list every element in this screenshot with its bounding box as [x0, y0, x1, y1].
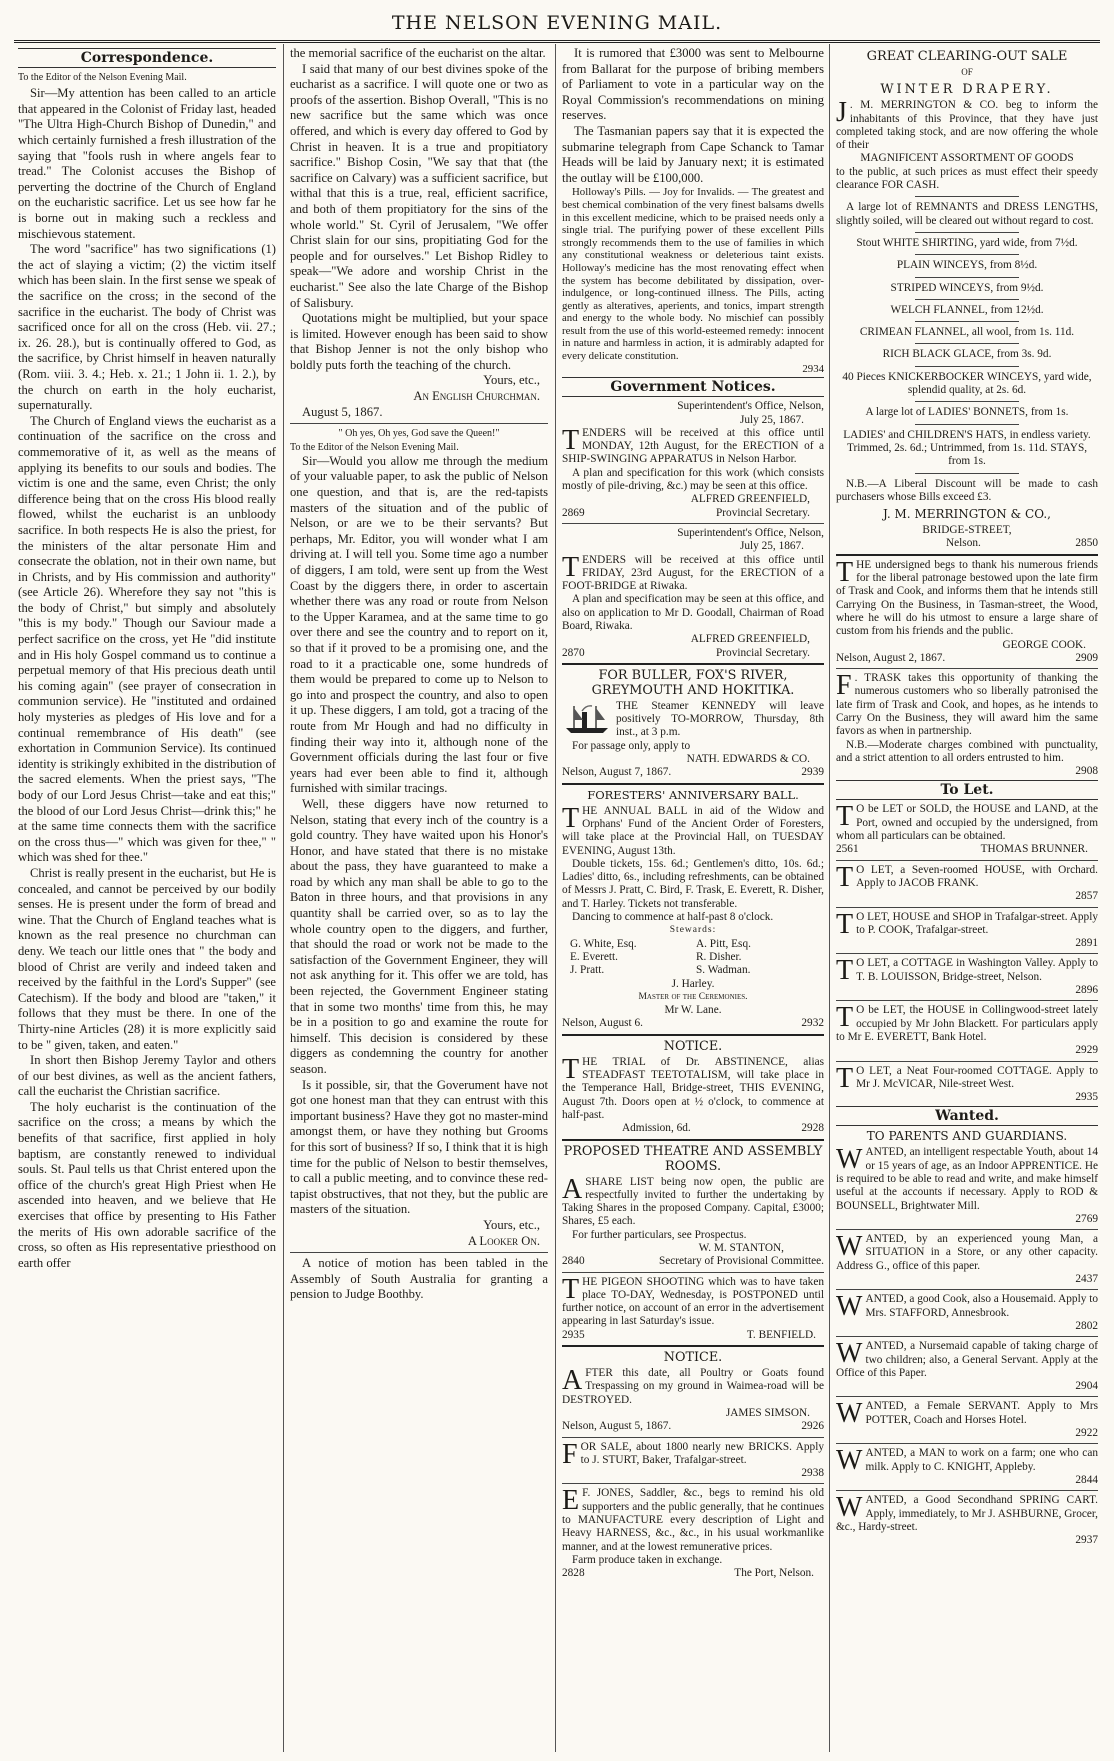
- ball-text: HE ANNUAL BALL in aid of the Widow and Orphans' Fund of the Ancient Order of Foresters, will take place at the Provincial Hall, on TUESDAY EVENING, August 13th.: [562, 804, 824, 857]
- cook-text: HE undersigned begs to thank his numerous friends for the liberal patronage bestowed upon the late firm of Trask and Cook, and informs them that he intends still Carrying On the Business, in Tasman-street, the Wood, where he will do his utmost to ensure a large share of custom from his friends and the public.: [836, 558, 1098, 638]
- notice-text: HE TRIAL of Dr. ABSTINENCE, alias STEADFAST TEETOTALISM, will take place in the Temperance Hall, Bridge-street, THIS EVENING, August 7th. Doors open at ½ o'clock, to commence at half-past.: [562, 1055, 824, 1121]
- divider: [836, 1443, 1098, 1444]
- steamer-text: THE Steamer KENNEDY will leave positively TO-MORROW, Thursday, 8th inst., at 3 p.m.: [616, 699, 824, 739]
- steward-name: G. White, Esq.: [570, 937, 637, 950]
- letter-paragraph: In short then Bishop Jeremy Taylor and others of our best divines, as well as the ancient fathers, call the eucharist the Christian sacrifice.: [18, 1053, 276, 1099]
- drop-cap: W: [836, 1398, 863, 1430]
- ball-dance: Dancing to commence at half-past 8 o'clock.: [572, 911, 774, 924]
- sale-item: Stout WHITE SHIRTING, yard wide, from 7½d.: [856, 236, 1078, 249]
- sale-item: N.B.—A Liberal Discount will be made to cash purchasers whose Bills exceed £3.: [836, 477, 1098, 503]
- steward-name: R. Disher.: [696, 950, 742, 963]
- wanted-text: ANTED, a Good Secondhand SPRING CART. Apply, immediately, to Mr J. ASHBURNE, Grocer, &c., Hardy-street.: [836, 1494, 1098, 1533]
- sale-item: LADIES' and CHILDREN'S HATS, in endless variety. Trimmed, 2s. 6d.; Untrimmed, from 1s. 11d. STAYS, from 1s.: [843, 428, 1091, 468]
- drop-cap: T: [836, 556, 854, 588]
- trask-text: N.B.—Moderate charges combined with punctuality, and a strict attention to all orders entrusted to him.: [836, 738, 1098, 764]
- signatory-title: Provincial Secretary.: [716, 506, 810, 519]
- drop-cap: F: [836, 670, 852, 702]
- masthead: THE NELSON EVENING MAIL.: [391, 12, 723, 34]
- sale-street: BRIDGE-STREET,: [922, 524, 1012, 537]
- steamer-agent: NATH. EDWARDS & CO.: [686, 753, 810, 766]
- news-item: The Tasmanian papers say that it is expected the submarine telegraph from Cape Schanck to Tamar Heads will be laid by January next; it is estimated the outlay will be £100,000.: [562, 123, 824, 185]
- notice-text: ENDERS will be received at this office until FRIDAY, 23rd August, for the ERECTION of a FOOT-BRIDGE at Riwaka.: [562, 553, 824, 593]
- divider: [836, 953, 1098, 954]
- advert-number: 2908: [1075, 765, 1098, 778]
- sale-magnificent: MAGNIFICENT ASSORTMENT OF GOODS: [860, 152, 1074, 165]
- drop-cap: T: [562, 551, 580, 583]
- notice-text: ENDERS will be received at this office until MONDAY, 12th August, for the ERECTION of a SHIP-SWINGING APPARATUS in Nelson Harbor.: [562, 426, 824, 466]
- letter-closing: Yours, etc.,: [483, 373, 540, 388]
- office-line: Superintendent's Office, Nelson,: [677, 526, 824, 539]
- to-editor-line: To the Editor of the Nelson Evening Mail.: [290, 441, 459, 453]
- ball-text: Double tickets, 15s. 6d.; Gentlemen's ditto, 10s. 6d.; Ladies' ditto, 6s., including refreshments, can be obtained of Messrs J. Pratt, C. Bird, F. Trask, E. Everett, R. Disher, and T. Harley. Tickets not transferable.: [562, 857, 824, 910]
- admission-price: Admission, 6d.: [622, 1122, 691, 1135]
- notice-date: Nelson, August 6.: [562, 1017, 643, 1030]
- notice-heading: NOTICE.: [663, 1350, 723, 1366]
- notice-date: Nelson, August 7, 1867.: [562, 766, 672, 779]
- to-let-text: O LET, a Seven-roomed HOUSE, with Orchard. Apply to JACOB FRANK.: [856, 863, 1098, 889]
- divider: [915, 321, 1020, 322]
- letter-paragraph: I said that many of our best divines spoke of the eucharist as a sacrifice. I will quote one or two as proofs of the assertion. Bishop Overall, "This is no new sacrifice but the same which was once offered, and which is every day offered to God by Christ in heaven. It is a true and propitiatory sacrifice." Bishop Cosin, "We say that that (the sacrifice on Calvary) was a sufficient sacrifice, but withal that this is a true, real, efficient sacrifice, and both of them propitiatory for the sins of the whole world." St. Cyril of Jerusalem, "We offer Christ slain for our sins, propitiating God for the people and for ourselves." Let Bishop Ridley to speak—"We adore and worship Christ in the eucharist." See also the late Charge of the Bishop of Salisbury.: [290, 61, 548, 310]
- letter-date: August 5, 1867.: [302, 404, 383, 419]
- sale-item: WELCH FLANNEL, from 12½d.: [890, 303, 1044, 316]
- advert-number: 2891: [1075, 937, 1098, 950]
- wanted-text: ANTED, by an experienced young Man, a SITUATION in a Store, or any other capacity. Address G., office of this paper.: [836, 1233, 1098, 1272]
- column-divider: [283, 44, 284, 1752]
- notice-text: A plan and specification for this work (which consists mostly of pile-driving, &c.) may be seen at this office.: [562, 466, 824, 493]
- wanted-text: ANTED, a MAN to work on a farm; one who can milk. Apply to C. KNIGHT, Appleby.: [865, 1447, 1098, 1473]
- drop-cap: T: [836, 908, 854, 940]
- letter-paragraph: The word "sacrifice" has two significations (1) the act of slaying a victim; (2) the victim itself which has been slain. In the first sense we speak of the sacrifice on the cross; in the second of the sacrifice in the eucharist. The body of Christ was sacrificed once for all on the cross (Heb. vii. 27.; ix. 26. 28.), but is continually offered to God, as the sacrifice, by Christ himself in heaven naturally (Rom. viii. 3. 4.; Heb. x. 21.; 1 John ii. 1. 2.), by the church on earth in the holy eucharist, supernaturally.: [18, 242, 276, 413]
- divider: [562, 1483, 824, 1484]
- sale-item: CRIMEAN FLANNEL, all wool, from 1s. 11d.: [859, 326, 1075, 339]
- letter-paragraph: the memorial sacrifice of the eucharist on the altar.: [290, 46, 546, 60]
- sale-item: RICH BLACK GLACE, from 3s. 9d.: [882, 348, 1052, 361]
- divider: [836, 1289, 1098, 1290]
- steward-name: E. Everett.: [570, 950, 618, 963]
- correspondence-heading: Correspondence.: [18, 48, 276, 68]
- sale-item: 40 Pieces KNICKERBOCKER WINCEYS, yard wide, splendid quality, at 2s. 6d.: [842, 370, 1092, 397]
- letter-paragraph: The holy eucharist is the continuation of the sacrifice on the cross; a means by which the benefits of that sacrifice, first applied in holy baptism, are constantly renewed to individual souls. St. Paul tells us that Christ entered upon the office of the church's great High Priest when He ascended into heaven, and we believe that He exercises that office by presenting to His Father the merits of His own adorable sacrifice of the cross, so often as His representative priesthood on earth offer: [18, 1099, 276, 1270]
- divider: [915, 196, 1020, 197]
- advert-number: 2934: [802, 362, 824, 375]
- notice-date: July 25, 1867.: [739, 413, 804, 426]
- sale-town: Nelson.: [946, 537, 981, 550]
- drop-cap: A: [562, 1365, 583, 1397]
- to-let-text: O LET, a Neat Four-roomed COTTAGE. Apply to Mr J. McVICAR, Nile-street West.: [856, 1064, 1098, 1090]
- to-editor-line: To the Editor of the Nelson Evening Mail.: [18, 72, 187, 83]
- divider: [562, 663, 824, 665]
- letter-signature: A Looker On.: [467, 1233, 540, 1248]
- letter-paragraph: Christ is really present in the eucharist, but He is concealed, and cannot be perceived by our bodily senses. He is present under the form of bread and wine. That the Church of England teaches what is known as the real presence no churchman can deny. We teach our little ones that " the body and blood of Christ are verily and indeed taken and received by the faithful in the Lord's Supper" (see Catechism). If the body and blood are "taken," it follows that they must be there. In one of the Thirty-nine Articles (28) it is more explicitly said to be " given, taken, and eaten.": [18, 865, 276, 1052]
- jones-text: F. JONES, Saddler, &c., begs to remind his old supporters and the public generally, that he continues to MANUFACTURE every description of Light and Heavy HARNESS, &c., &c., in his usual workmanlike manner, and at the lowest remunerative prices.: [562, 1487, 824, 1553]
- column-1: [18, 46, 276, 1746]
- wanted-heading: Wanted.: [836, 1106, 1098, 1126]
- steward-name: A. Pitt, Esq.: [696, 937, 751, 950]
- to-let-text: O be LET, the HOUSE in Collingwood-street lately occupied by Mr John Blackett. For particulars apply to Mr E. EVERETT, Bank Hotel.: [836, 1004, 1098, 1043]
- signatory-title: Provincial Secretary.: [716, 646, 810, 659]
- drop-cap: T: [562, 802, 580, 834]
- sale-firm: J. M. MERRINGTON & CO.,: [883, 507, 1051, 522]
- steward-name: J. Pratt.: [570, 964, 605, 977]
- sale-item: STRIPED WINCEYS, from 9½d.: [890, 281, 1044, 294]
- column-3: [562, 46, 824, 1746]
- divider: [915, 343, 1020, 344]
- advert-number: 2561: [836, 843, 859, 856]
- column-divider: [829, 44, 830, 1752]
- letter-paragraph: Sir—My attention has been called to an article that appeared in the Colonist of Friday last, headed "The Ultra High-Church Bishop of Dunedin," and which certainly furnished a fresh illustration of the saying that "fools rush in where angels fear to tread." The Colonist accuses the Bishop of perverting the doctrine of the Church of England on the eucharistic sacrifice. Let us see how far he is borne out in making such a reckless and mischievous statement.: [18, 86, 276, 241]
- news-item: A notice of motion has been tabled in the Assembly of South Australia for granting a pension to Judge Boothby.: [290, 1256, 548, 1302]
- drop-cap: E: [562, 1485, 580, 1517]
- sale-heading: GREAT CLEARING-OUT SALE: [866, 49, 1068, 64]
- sale-text: to the public, at such prices as must effect their speedy clearance FOR CASH.: [836, 165, 1098, 192]
- drop-cap: W: [836, 1492, 863, 1524]
- letter-paragraph: The Church of England views the eucharist as a continuation of the sacrifice on the cross and commemorative of it, as well as the means of applying its benefits to our souls and bodies. The victim is one and the same, even Christ; the only difference being that on the cross His blood really flowed, whilst the eucharist is an unbloody sacrifice. In both respects He is also the priest, for the ministers of the altar personate Him and consecrate the oblation, not in their own name, but in Christs, and by His commission and authority" (see Article 26). Wherefore they say not "this is the body of Christ," but simply and absolutely "this is my body." Though our Saviour made a perfect sacrifice on the cross, yet He "did institute and in His holy Gospel command us to continue a perpetual memory of that His precious death until his coming again" (see prayer of consecration in communion service). He "instituted and ordained holy mysteries as pledges of His love and for a continual remembrance of His death" (see exhortation in Communion Service). Its continued identity is strikingly exhibited in the distribution of the sacred elements. When the priest says, "The body of our Lord Jesus Christ—take and eat this;" the blood of our Lord Jesus Christ—drink this;" he at the same time connects them with the sacrifice on the cross thus—" which was given for thee," " which was shed for thee.": [18, 413, 276, 865]
- government-notices-heading: Government Notices.: [562, 377, 824, 397]
- advert-number: 2928: [801, 1122, 824, 1135]
- advert-number: 2938: [801, 1467, 824, 1480]
- advert-number: 2935: [1075, 1091, 1098, 1104]
- letter-paragraph: Well, these diggers have now returned to Nelson, stating that every inch of the country is a gold country. They have waited upon his Honor's Honor, and have stated that there is no mistake about the pass, they have guaranteed to make a road by which any man shall be able to go to the Baton in three hours, and that provisions in any quantity shall be carried over, so as to lay the whole country open to the diggers, and further, that should the road or work not be made to the satisfaction of the Government Engineer, they will not ask anything for it. This offer we are told, has been rejected, the Government Engineer stating that in some two months' time from this, he may be in a position to go and examine the route for himself. This decision is considered by these diggers as condemning the country for another season.: [290, 796, 548, 1076]
- stewards-label: Stewards:: [669, 925, 717, 936]
- divider: [836, 1229, 1098, 1230]
- sale-of: OF: [961, 67, 973, 77]
- theatre-text: SHARE LIST being now open, the public are respectfully invited to further the undertaking by Taking Shares in the proposed Company. Capital, £3000; Shares, £5 each.: [562, 1175, 824, 1228]
- notice-date: Nelson, August 2, 1867.: [836, 651, 946, 664]
- jones-address: The Port, Nelson.: [734, 1567, 814, 1580]
- drop-cap: A: [562, 1173, 583, 1205]
- drop-cap: T: [836, 1062, 854, 1094]
- divider: [836, 554, 1098, 556]
- steward-name: S. Wadman.: [696, 964, 751, 977]
- divider: [562, 1272, 824, 1273]
- divider: [562, 1345, 824, 1347]
- drop-cap: T: [836, 1002, 854, 1034]
- advert-number: 2857: [1075, 890, 1098, 903]
- signatory-name: JAMES SIMSON.: [725, 1406, 810, 1419]
- advert-number: 2844: [1075, 1473, 1098, 1486]
- signatory-name: GEORGE COOK.: [1002, 638, 1086, 651]
- drop-cap: T: [562, 1053, 580, 1085]
- sale-remnants: A large lot of REMNANTS and DRESS LENGTHS, slightly soiled, will be cleared out without regard to cost.: [836, 201, 1098, 227]
- advert-number: 2437: [1075, 1273, 1098, 1286]
- advert-number: 2935: [562, 1328, 585, 1341]
- divider: [836, 1396, 1098, 1397]
- to-let-text: O be LET or SOLD, the HOUSE and LAND, at the Port, owned and occupied by the undersigned, from whom all particulars can be obtained.: [836, 803, 1098, 843]
- master-label: Master of the Ceremonies.: [638, 991, 748, 1002]
- news-item: It is rumored that £3000 was sent to Melbourne from Ballarat for the purpose of bribing members of Parliament to vote in a particular way on the Royal Commission's recommendations on mining reserves.: [562, 46, 824, 123]
- divider: [915, 473, 1020, 474]
- advert-number: 2896: [1075, 984, 1098, 997]
- letter-motto: " Oh yes, Oh yes, God save the Queen!": [338, 428, 500, 440]
- divider: [562, 1034, 824, 1036]
- sale-item: PLAIN WINCEYS, from 8½d.: [896, 259, 1038, 272]
- letter-signature: An English Churchman.: [413, 389, 540, 404]
- divider: [562, 1139, 824, 1141]
- notice-date: July 25, 1867.: [739, 540, 804, 553]
- advert-number: 2937: [1075, 1534, 1098, 1547]
- sale-subheading: WINTER DRAPERY.: [880, 82, 1054, 98]
- divider: [562, 1437, 824, 1438]
- signatory-name: W. M. STANTON,: [698, 1241, 784, 1254]
- notice-text: A plan and specification may be seen at this office, and also on application to Mr D. Goodall, Chairman of Road Board, Riwaka.: [562, 593, 824, 632]
- signatory-name: ALFRED GREENFIELD,: [690, 493, 810, 506]
- signatory-name: ALFRED GREENFIELD,: [690, 633, 810, 646]
- steamer-apply: For passage only, apply to: [572, 739, 691, 752]
- advert-number: 2840: [562, 1255, 585, 1268]
- drop-cap: W: [836, 1144, 863, 1176]
- pigeon-text: HE PIGEON SHOOTING which was to have taken place TO-DAY, Wednesday, is POSTPONED until further notice, on account of an error in the advertisement appearing in last Saturday's issue.: [562, 1275, 824, 1328]
- divider: [836, 860, 1098, 861]
- wanted-text: ANTED, a good Cook, also a Housemaid. Apply to Mrs. STAFFORD, Annesbrook.: [865, 1293, 1098, 1319]
- advert-number: 2850: [1075, 537, 1098, 550]
- drop-cap: J: [836, 97, 847, 129]
- divider: [915, 401, 1020, 402]
- column-4: [836, 46, 1098, 1746]
- notice-date: Nelson, August 5, 1867.: [562, 1420, 672, 1433]
- sale-text: . M. MERRINGTON & CO. beg to inform the inhabitants of this Province, that they have just completed taking stock, and are now offering the whole of their: [836, 99, 1098, 152]
- notice-heading: NOTICE.: [663, 1038, 723, 1054]
- wanted-text: ANTED, a Female SERVANT. Apply to Mrs POTTER, Coach and Horses Hotel.: [865, 1400, 1098, 1426]
- bricks-text: OR SALE, about 1800 nearly new BRICKS. Apply to J. STURT, Baker, Trafalgar-street.: [580, 1440, 824, 1466]
- ball-heading: FORESTERS' ANNIVERSARY BALL.: [587, 787, 799, 802]
- divider: [290, 1252, 548, 1253]
- wanted-text: ANTED, a Nursemaid capable of taking charge of two children; also, a General Servant. Apply at the Office of this Paper.: [836, 1340, 1098, 1379]
- signatory-name: THOMAS BRUNNER.: [980, 843, 1088, 856]
- notice-text: FTER this date, all Poultry or Goats found Trespassing on my ground in Waimea-road will be DESTROYED.: [562, 1367, 824, 1406]
- masthead-rule: [14, 40, 1100, 43]
- letter-paragraph: Quotations might be multiplied, but your space is limited. However enough has been said to show that Bishop Jenner is not the only bishop who boldly puts forth the teaching of the church.: [290, 311, 548, 372]
- advert-number: 2932: [801, 1017, 824, 1030]
- advert-number: 2926: [801, 1420, 824, 1433]
- office-line: Superintendent's Office, Nelson,: [677, 400, 824, 413]
- holloway-advert: Holloway's Pills. — Joy for Invalids. — The greatest and best chemical combination of the very finest balsams dwells in this excellent medicine, which to be praised needs only a single trial. The purifying power of these excellent Pills strongly recommends them to the use of families in which any constitutional weakness or deleterious taint exists. Holloway's medicine has the most renovating effect when the system has become debilitated by dissipation, over-indulgence, or long-continued illness. The Pills, acting gently as alteratives, aperients, and tonics, impart strength and energy to the whole body. No mischief can possibly result from the use of this world-esteemed remedy: innocent in nature and harmless in action, it is admirably adapted for every delicate constitution.: [562, 186, 824, 363]
- letter-paragraph: Sir—Would you allow me through the medium of your valuable paper, to ask the public of Nelson one question, and that is, are the red-tapists masters of the situation and of the public of Nelson, or are we to be their servants? But perhaps, Mr. Editor, you will wonder what I am driving at. I will tell you. Some time ago a number of diggers, I am told, were sent up from the West Coast by the diggers there, in order to ascertain whether there was any road or route from Nelson to the Upper Karamea, and at the same time to go over there and see the country and to report on it, so that if it proved to be a promising one, and the road to it a practicable one, some hundreds of them would be prepared to come up to Nelson to go into and prospect the country, and also to open it up. These diggers, I am told, got a tracing of the route from Mr Hough and had no difficulty in finding their way into it, although none of the Government officials during the last four or five years had ever been able to find it, although furnished with similar tracings.: [290, 453, 548, 796]
- drop-cap: W: [836, 1291, 863, 1323]
- divider: [915, 232, 1020, 233]
- drop-cap: T: [836, 861, 854, 893]
- advert-number: 2870: [562, 646, 585, 659]
- divider: [836, 1061, 1098, 1062]
- steamer-heading: FOR BULLER, FOX'S RIVER, GREYMOUTH AND HOKITIKA.: [591, 667, 795, 698]
- divider: [836, 1490, 1098, 1491]
- to-let-heading: To Let.: [836, 780, 1098, 800]
- divider: [915, 254, 1020, 255]
- divider: [836, 907, 1098, 908]
- letter-paragraph: Is it possible, sir, that the Goverument have not got one honest man that they can entrust with this important business? Have they got no master-mind amongst them, or have they nothing but Grooms for this sort of business? If so, I think that it is high time for the public of Nelson to bestir themselves, to call a public meeting, and to convince these red-tapist obstructives, that not they, but the public are masters of the situation.: [290, 1077, 548, 1217]
- drop-cap: W: [836, 1338, 863, 1370]
- divider: [915, 299, 1020, 300]
- steamship-icon: [562, 702, 612, 736]
- divider: [290, 423, 548, 424]
- advert-number: 2909: [1075, 651, 1098, 664]
- parents-heading: TO PARENTS AND GUARDIANS.: [866, 1129, 1068, 1144]
- trask-text: . TRASK takes this opportunity of thanking the numerous customers who so liberally patronised the late firm of Trask and Cook, and hopes, as he intends to Carry On the Business, they will award him the same favors as when in partnership.: [836, 672, 1098, 738]
- advert-number: 2802: [1075, 1319, 1098, 1332]
- advert-number: 2939: [801, 766, 824, 779]
- master-name: Mr W. Lane.: [664, 1004, 722, 1017]
- divider: [836, 668, 1098, 669]
- letter-closing: Yours, etc.,: [483, 1217, 540, 1232]
- divider: [836, 1000, 1098, 1001]
- column-divider: [555, 44, 556, 1752]
- jones-text: Farm produce taken in exchange.: [572, 1553, 723, 1566]
- signatory-title: Secretary of Provisional Committee.: [658, 1255, 824, 1268]
- advert-number: 2904: [1075, 1380, 1098, 1393]
- divider: [915, 366, 1020, 367]
- wanted-text: ANTED, an intelligent respectable Youth, about 14 or 15 years of age, as an Indoor APPRENTICE. He is required to be able to read and write, and make himself useful at the accounts if necessary. Apply to ROD & BOUNSELL, Brightwater Mill.: [836, 1146, 1098, 1212]
- advert-number: 2769: [1075, 1212, 1098, 1225]
- advert-number: 2922: [1075, 1427, 1098, 1440]
- divider: [915, 424, 1020, 425]
- drop-cap: W: [836, 1231, 863, 1263]
- column-2: [290, 46, 548, 1746]
- theatre-text: For further particulars, see Prospectus.: [572, 1228, 747, 1241]
- divider: [836, 1336, 1098, 1337]
- to-let-text: O LET, HOUSE and SHOP in Trafalgar-street. Apply to P. COOK, Trafalgar-street.: [856, 910, 1098, 936]
- divider: [562, 783, 824, 785]
- divider: [562, 523, 824, 524]
- drop-cap: W: [836, 1445, 863, 1477]
- drop-cap: F: [562, 1438, 578, 1470]
- drop-cap: T: [562, 424, 580, 456]
- sale-item: A large lot of LADIES' BONNETS, from 1s.: [865, 406, 1069, 419]
- divider: [915, 277, 1020, 278]
- drop-cap: T: [562, 1273, 580, 1305]
- drop-cap: T: [836, 955, 854, 987]
- advert-number: 2929: [1075, 1044, 1098, 1057]
- advert-number: 2869: [562, 506, 585, 519]
- theatre-heading: PROPOSED THEATRE AND ASSEMBLY ROOMS.: [563, 1143, 823, 1174]
- drop-cap: T: [836, 801, 854, 833]
- signatory-name: T. BENFIELD.: [746, 1328, 816, 1341]
- steward-name: J. Harley.: [671, 977, 715, 990]
- advert-number: 2828: [562, 1567, 585, 1580]
- to-let-text: O LET, a COTTAGE in Washington Valley. Apply to T. B. LOUISSON, Bridge-street, Nelson.: [856, 957, 1098, 983]
